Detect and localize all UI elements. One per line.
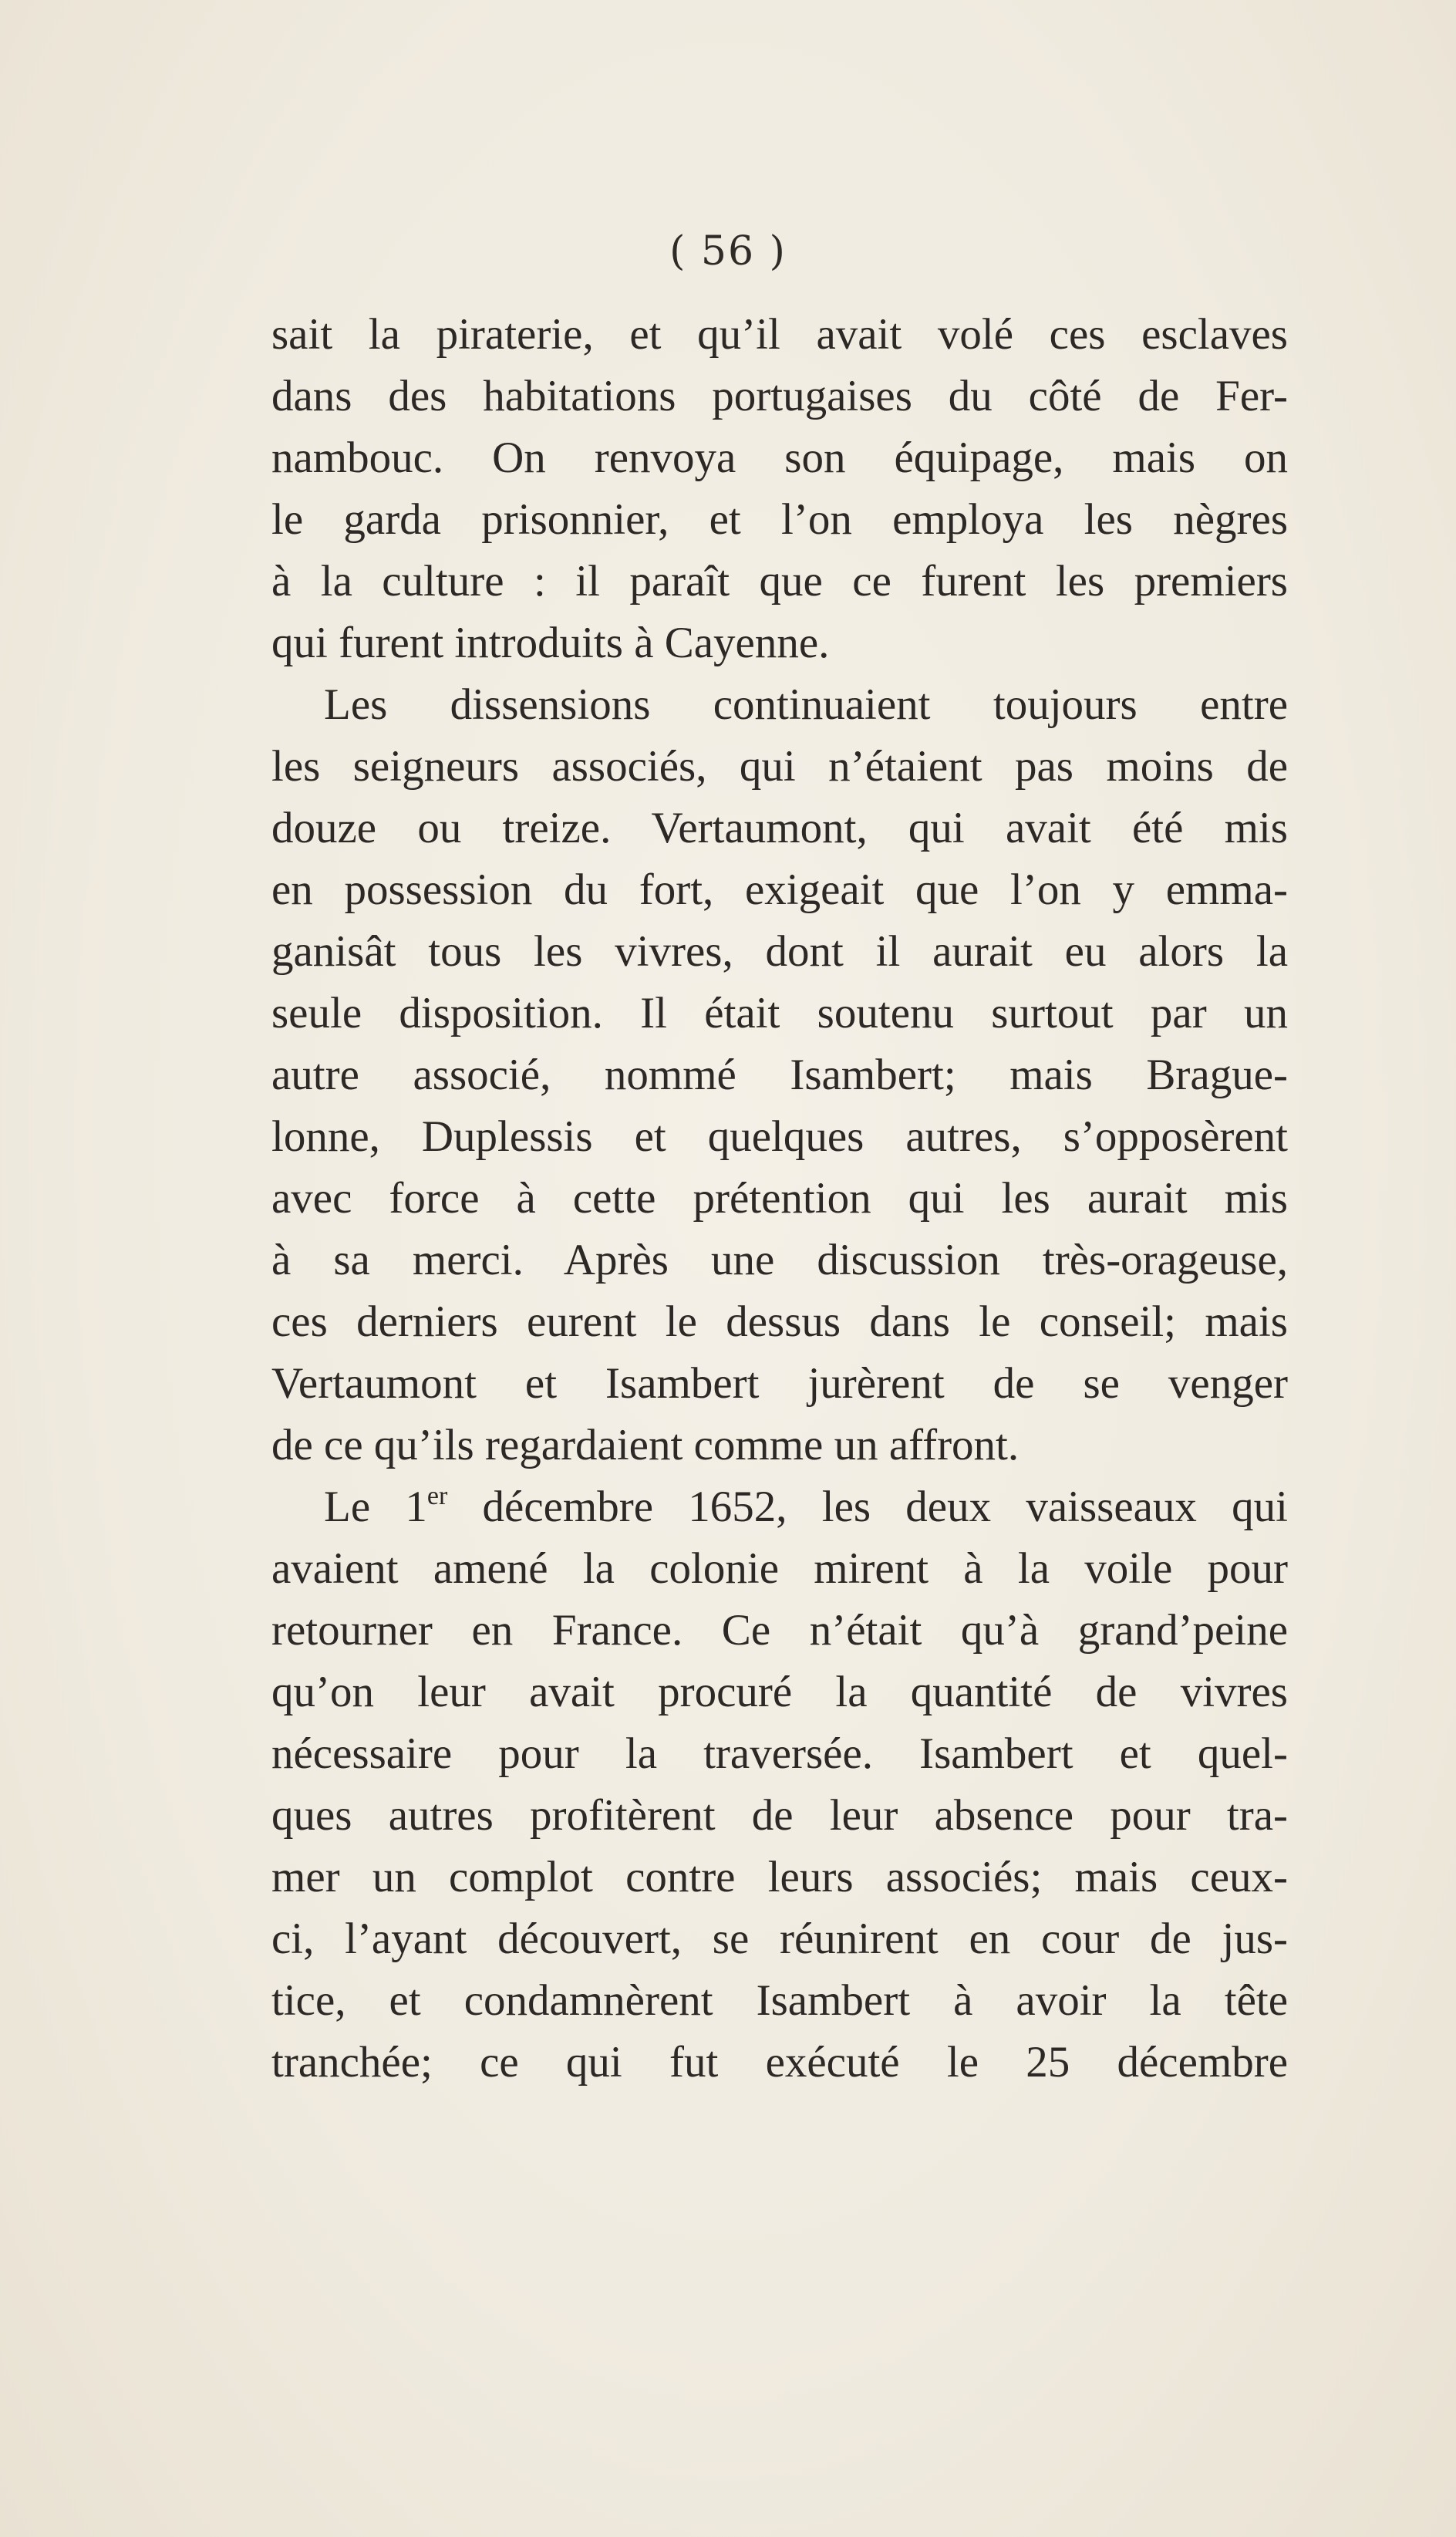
text-line: lonne, Duplessis et quelques autres, s’opposèrent bbox=[271, 1112, 1288, 1161]
text-line: sait la piraterie, et qu’il avait volé ces esclaves bbox=[271, 310, 1288, 359]
text-line: mer un complot contre leurs associés; mais ceux- bbox=[271, 1853, 1288, 1901]
text-line: à la culture : il paraît que ce furent les premiers bbox=[271, 557, 1288, 606]
paragraph-start-line: Les dissensions continuaient toujours entre bbox=[324, 680, 1288, 729]
text-line: avaient amené la colonie mirent à la voile pour bbox=[271, 1544, 1288, 1593]
paragraph-start-line bbox=[271, 1476, 1288, 1538]
text-line: ci, l’ayant découvert, se réunirent en cour de jus- bbox=[271, 1915, 1288, 1963]
text-line: douze ou treize. Vertaumont, qui avait été mis bbox=[271, 804, 1288, 852]
text-line: qui furent introduits à Cayenne. bbox=[271, 619, 830, 667]
text-line: à sa merci. Après une discussion très-orageuse, bbox=[271, 1236, 1288, 1284]
date-rest: décembre 1652, les deux vaisseaux qui bbox=[447, 1483, 1288, 1531]
text-line: seule disposition. Il était soutenu surtout par un bbox=[271, 989, 1288, 1037]
text-line: retourner en France. Ce n’était qu’à grand’peine bbox=[271, 1606, 1288, 1655]
text-line: dans des habitations portugaises du côté de Fer- bbox=[271, 372, 1288, 420]
ordinal-superscript: er bbox=[426, 1482, 448, 1510]
body-text bbox=[271, 304, 1288, 2093]
text-line: de ce qu’ils regardaient comme un affront. bbox=[271, 1421, 1020, 1469]
page-number: ( 56 ) bbox=[669, 228, 787, 275]
text-line: avec force à cette prétention qui les aurait mis bbox=[271, 1174, 1288, 1223]
text-line: ganisât tous les vivres, dont il aurait eu alors la bbox=[271, 927, 1288, 976]
text-line: les seigneurs associés, qui n’étaient pas moins de bbox=[271, 742, 1288, 791]
text-line: en possession du fort, exigeait que l’on y emma- bbox=[271, 865, 1288, 914]
text-line: tranchée; ce qui fut exécuté le 25 décembre bbox=[271, 2038, 1288, 2087]
text-line: nambouc. On renvoya son équipage, mais on bbox=[271, 434, 1288, 482]
text-line: le garda prisonnier, et l’on employa les nègres bbox=[271, 495, 1288, 544]
text-line: qu’on leur avait procuré la quantité de vivres bbox=[271, 1668, 1288, 1716]
text-line: Vertaumont et Isambert jurèrent de se venger bbox=[271, 1359, 1288, 1408]
text-line: tice, et condamnèrent Isambert à avoir la tête bbox=[271, 1976, 1288, 2025]
text-line: ques autres profitèrent de leur absence pour tra- bbox=[271, 1791, 1288, 1840]
text-line: nécessaire pour la traversée. Isambert et quel- bbox=[271, 1729, 1288, 1778]
date-day: Le 1 bbox=[324, 1483, 427, 1531]
text-line: ces derniers eurent le dessus dans le conseil; mais bbox=[271, 1297, 1288, 1346]
text-line: autre associé, nommé Isambert; mais Brague- bbox=[271, 1051, 1288, 1099]
